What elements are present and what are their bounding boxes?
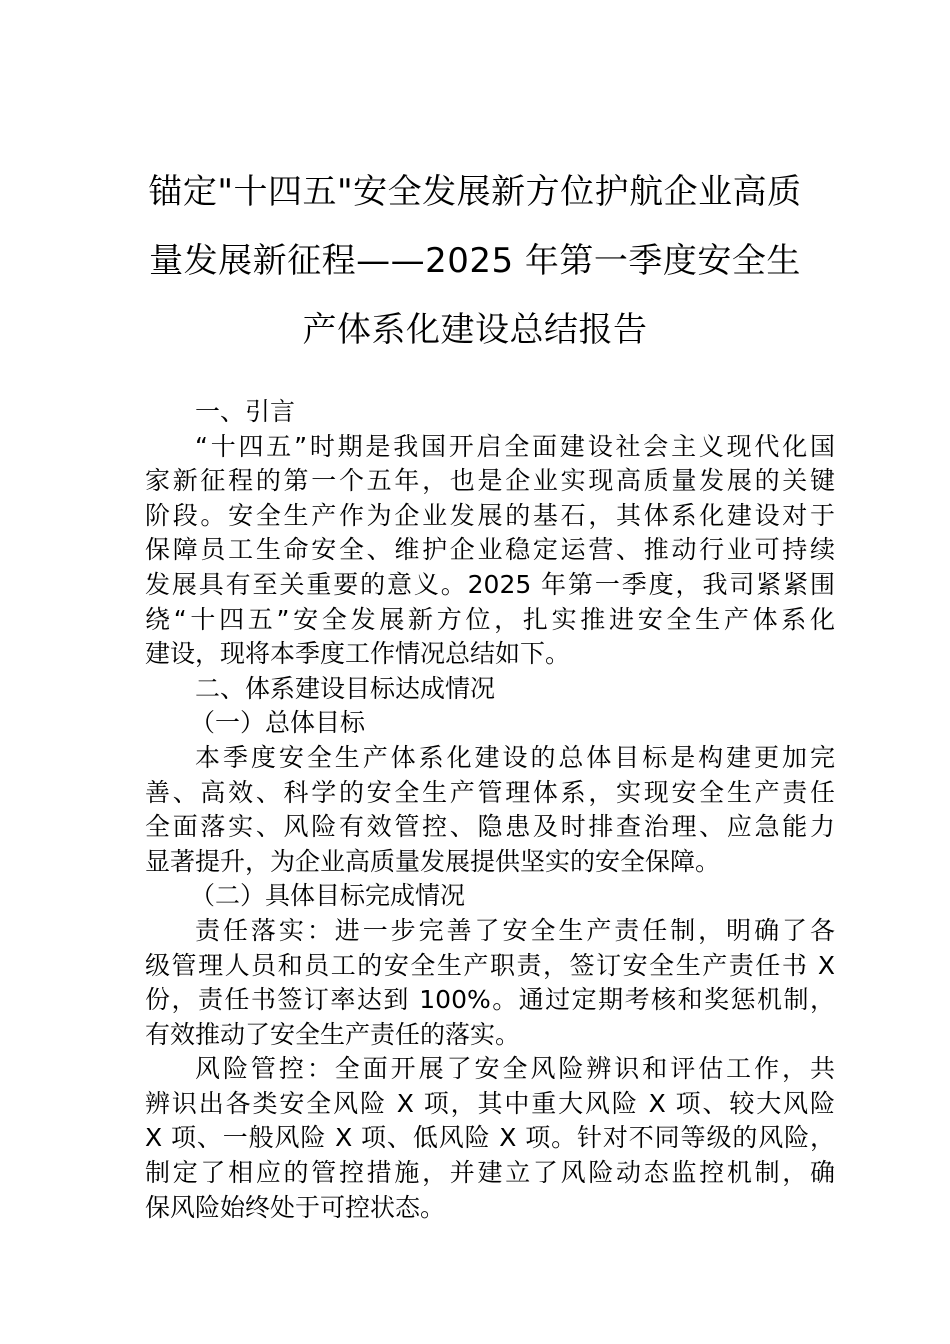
- paragraph-line: 级管理人员和员工的安全生产职责，签订安全生产责任书 X: [145, 950, 835, 980]
- paragraph-line: 辨识出各类安全风险 X 项，其中重大风险 X 项、较大风险: [145, 1088, 835, 1118]
- document-body: [145, 395, 835, 1225]
- subsection-heading-specific-goals: （二）具体目标完成情况: [190, 881, 466, 911]
- section-heading-goals: 二、体系建设目标达成情况: [195, 673, 496, 703]
- paragraph-line: 保风险始终处于可控状态。: [145, 1192, 446, 1222]
- paragraph-line: 发展具有至关重要的意义。2025 年第一季度，我司紧紧围: [145, 569, 835, 599]
- paragraph-line: 风险管控：全面开展了安全风险辨识和评估工作，共: [195, 1054, 835, 1084]
- paragraph-line: 家新征程的第一个五年，也是企业实现高质量发展的关键: [145, 466, 835, 496]
- paragraph-line: 有效推动了安全生产责任的落实。: [145, 1019, 521, 1049]
- paragraph-line: 显著提升，为企业高质量发展提供坚实的安全保障。: [145, 846, 721, 876]
- paragraph-line: “十四五”时期是我国开启全面建设社会主义现代化国: [195, 431, 835, 461]
- paragraph-line: 建设，现将本季度工作情况总结如下。: [145, 639, 571, 669]
- paragraph-overall-goal: [145, 741, 835, 879]
- paragraph-line: 全面落实、风险有效管控、隐患及时排查治理、应急能力: [145, 812, 835, 842]
- paragraph-line: 绕“十四五”安全发展新方位，扎实推进安全生产体系化: [145, 604, 835, 634]
- paragraph-line: 份，责任书签订率达到 100%。通过定期考核和奖惩机制，: [145, 985, 835, 1015]
- paragraph-line: X 项、一般风险 X 项、低风险 X 项。针对不同等级的风险，: [145, 1123, 835, 1153]
- paragraph-line: 责任落实：进一步完善了安全生产责任制，明确了各: [195, 915, 835, 945]
- paragraph-line: 制定了相应的管控措施，并建立了风险动态监控机制，确: [145, 1158, 835, 1188]
- paragraph-line: 善、高效、科学的安全生产管理体系，实现安全生产责任: [145, 777, 835, 807]
- section-heading-introduction: 一、引言: [195, 397, 296, 426]
- title-line: 量发展新征程——2025 年第一季度安全生: [149, 241, 801, 281]
- document-title: [120, 158, 830, 365]
- paragraph-line: 保障员工生命安全、维护企业稳定运营、推动行业可持续: [145, 535, 835, 565]
- paragraph-line: 阶段。安全生产作为企业发展的基石，其体系化建设对于: [145, 500, 835, 530]
- paragraph-introduction: [145, 430, 835, 672]
- title-line: 产体系化建设总结报告: [302, 310, 648, 350]
- paragraph-line: 本季度安全生产体系化建设的总体目标是构建更加完: [195, 742, 835, 772]
- title-line: 锚定"十四五"安全发展新方位护航企业高质: [148, 172, 802, 212]
- subsection-heading-overall-goal: （一）总体目标: [190, 708, 366, 738]
- paragraph-responsibility: [145, 914, 835, 1052]
- paragraph-risk-control: [145, 1052, 835, 1225]
